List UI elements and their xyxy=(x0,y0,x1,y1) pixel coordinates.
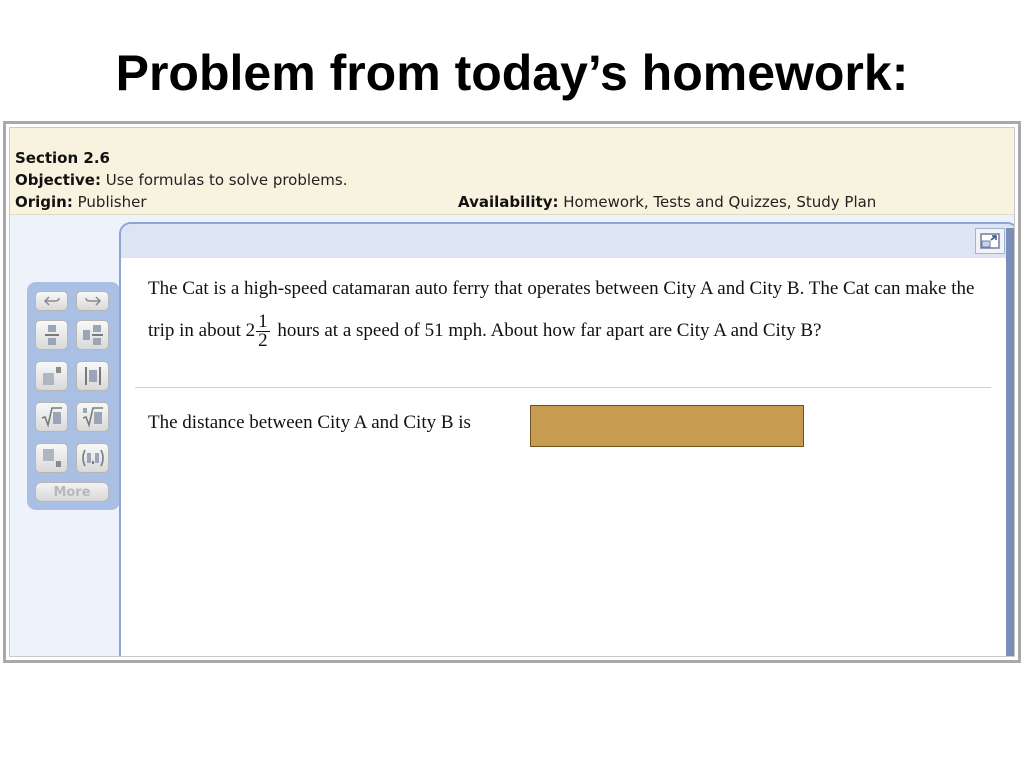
origin-line: Origin: Publisher xyxy=(15,193,147,211)
question-panel xyxy=(119,222,1015,657)
answer-prompt: The distance between City A and City B is xyxy=(148,412,471,433)
objective-line: Objective: Use formulas to solve problems. xyxy=(15,171,348,189)
answer-input[interactable] xyxy=(530,405,804,447)
absolute-value-icon[interactable] xyxy=(76,361,109,391)
math-palette-toolbar xyxy=(27,282,120,510)
question-text-part1: The Cat is a high-speed catamaran auto ferry that operates between City A and City B. The Cat can make the trip in about 2 xyxy=(148,278,975,341)
exponent-icon[interactable] xyxy=(35,361,68,391)
question-text-part2: hours at a speed of 51 mph. About how far apart are City A and City B? xyxy=(272,320,822,341)
homework-screenshot xyxy=(3,121,1021,663)
fraction xyxy=(256,313,270,350)
question-info-header xyxy=(10,128,1014,215)
expand-icon[interactable] xyxy=(975,228,1005,254)
fraction-denominator: 2 xyxy=(258,330,268,352)
panel-header xyxy=(121,224,1015,258)
homework-window xyxy=(9,127,1015,657)
fraction-icon[interactable] xyxy=(35,320,68,350)
mixed-number-icon[interactable] xyxy=(76,320,109,350)
more-button[interactable]: More xyxy=(35,482,109,502)
fraction-numerator: 1 xyxy=(258,311,268,333)
square-root-icon[interactable] xyxy=(35,402,68,432)
divider xyxy=(135,387,991,388)
ordered-pair-icon[interactable] xyxy=(76,443,109,473)
scrollbar[interactable] xyxy=(1006,228,1014,657)
redo-icon[interactable] xyxy=(76,291,109,311)
slide-title: Problem from today’s homework: xyxy=(115,45,909,101)
nth-root-icon[interactable] xyxy=(76,402,109,432)
question-text xyxy=(148,268,988,352)
section-label: Section 2.6 xyxy=(15,149,110,167)
availability-line: Availability: Homework, Tests and Quizzes, Study Plan xyxy=(458,193,877,211)
subscript-icon[interactable] xyxy=(35,443,68,473)
undo-icon[interactable] xyxy=(35,291,68,311)
